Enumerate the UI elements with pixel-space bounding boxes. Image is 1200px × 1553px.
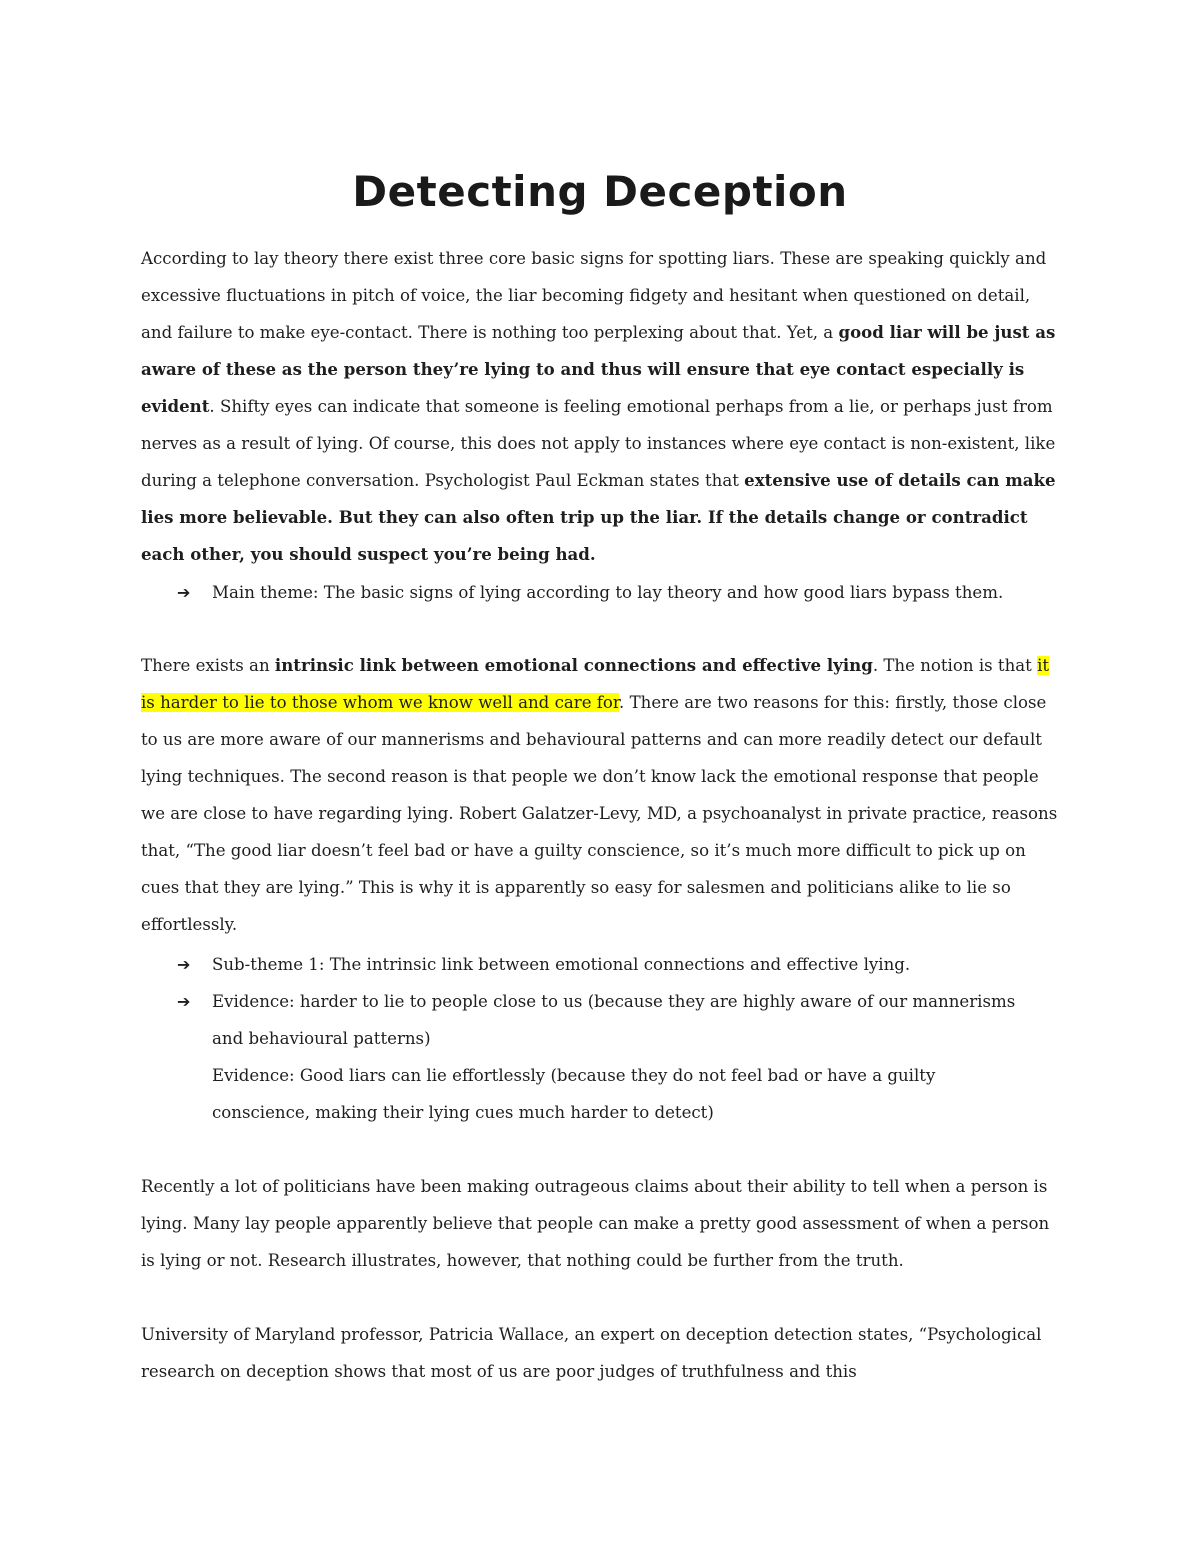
list-item-continuation: Evidence: Good liars can lie effortlessly (because they do not feel bad or have a guilty conscience, making their lying cues much harder to detect): [212, 1066, 936, 1122]
paragraph-text: . Shifty eyes can indicate that someone is feeling emotional perhaps from a lie, or perhaps just from nerves as a result of lying. Of course, this does not apply to instances where eye contact is non-existent, like during a telephone conversation. Psychologist Paul Eckman states that: [141, 397, 1056, 490]
paragraph-politicians: Recently a lot of politicians have been making outrageous claims about their ability to tell when a person is lying. Many lay people apparently believe that people can make a pretty good assessment of when a person is lying or not. Research illustrates, however, that nothing could be further from the truth.: [141, 1177, 1050, 1270]
paragraph-text: . There are two reasons for this: firstly, those close to us are more aware of our mannerisms and behavioural patterns and can more readily detect our default lying techniques. The second reason is that people we don’t know lack the emotional response that people we are close to have regarding lying. Robert Galatzer-Levy, MD, a psychoanalyst in private practice, reasons that, “The good liar doesn’t feel bad or have a guilty conscience, so it’s much more difficult to pick up on cues that they are lying.” This is why it is apparently so easy for salesmen and politicians alike to lie so effortlessly.: [141, 693, 1058, 934]
bold-text: extensive use of details can make lies more believable. But they can also often trip up the liar. If the details change or contradict each other, you should suspect you’re being had.: [141, 470, 1056, 564]
paragraph-text: There exists an: [141, 656, 275, 675]
arrow-bullet-icon: ➔: [177, 992, 191, 1011]
arrow-bullet-icon: ➔: [177, 583, 191, 602]
paragraph-emotional-link: [141, 647, 1066, 943]
list-item-text: Main theme: The basic signs of lying according to lay theory and how good liars bypass them.: [212, 583, 1004, 602]
arrow-bullet-icon: ➔: [177, 955, 191, 974]
list-item-text: Evidence: harder to lie to people close to us (because they are highly aware of our mannerisms and behavioural patterns): [212, 992, 1016, 1048]
paragraph-wallace-quote: University of Maryland professor, Patricia Wallace, an expert on deception detection states, “Psychological research on deception shows that most of us are poor judges of truthfulness and this: [141, 1325, 1042, 1381]
paragraph-text: According to lay theory there exist three core basic signs for spotting liars. These are speaking quickly and excessive fluctuations in pitch of voice, the liar becoming fidgety and hesitant when questioned on detail, and failure to make eye-contact. There is nothing too perplexing about that. Yet, a: [141, 249, 1047, 342]
bold-text: intrinsic link between emotional connections and effective lying: [274, 655, 873, 675]
bold-text: good liar will be just as aware of these as the person they’re lying to and thus will ensure that eye contact especially is evident: [141, 322, 1056, 416]
document-title: Detecting Deception: [352, 167, 848, 216]
highlighted-text: it is harder to lie to those whom we know well and care for: [141, 656, 1050, 712]
paragraph-text: . The notion is that: [872, 656, 1038, 675]
list-item-text: Sub-theme 1: The intrinsic link between emotional connections and effective lying.: [212, 955, 911, 974]
paragraph-lay-theory: [141, 240, 1066, 573]
